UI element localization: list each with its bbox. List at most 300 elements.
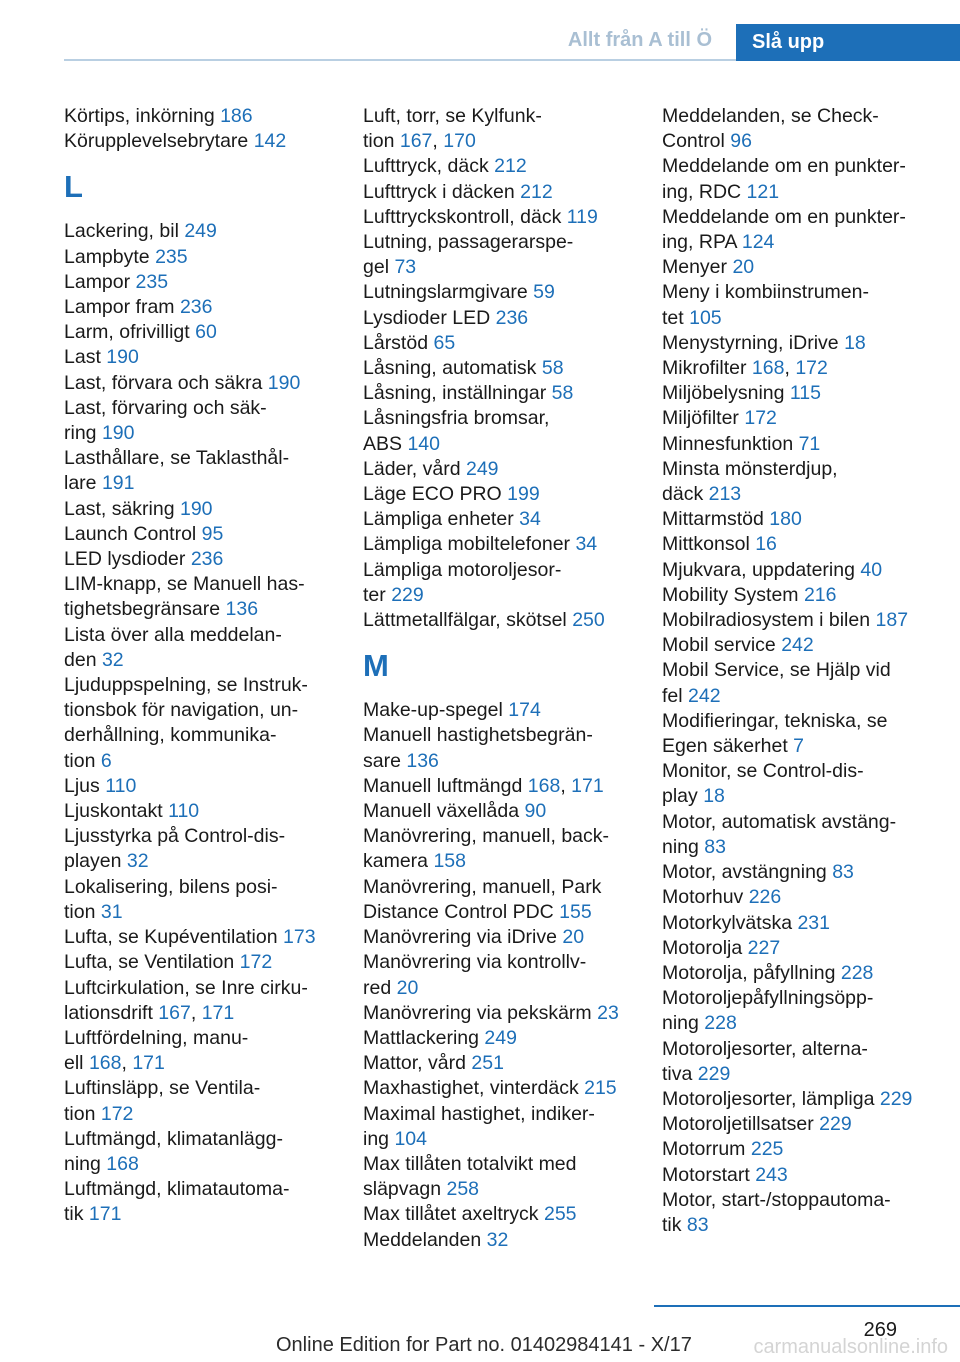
page-reference-link[interactable]: 216 — [803, 583, 837, 606]
page-reference-link[interactable]: 180 — [769, 508, 802, 531]
index-entry-line — [64, 1202, 350, 1227]
index-term: Lasthållare, se Taklasthål- — [64, 447, 290, 470]
index-entry-line — [363, 406, 649, 431]
index-term: Manuell luftmängd — [363, 774, 528, 797]
index-term: tighetsbegränsare — [64, 598, 226, 621]
index-entry-line — [363, 799, 649, 824]
index-entry — [363, 205, 649, 230]
index-entry — [64, 320, 350, 345]
index-entry — [662, 759, 948, 809]
index-term: Motorhuv — [662, 886, 749, 909]
page-reference-link[interactable]: 121 — [746, 180, 780, 203]
index-entry — [64, 799, 350, 824]
page-reference-link[interactable]: 199 — [507, 483, 540, 506]
index-entry-line — [363, 1177, 649, 1202]
index-term: Manövrering via pekskärm — [363, 1001, 598, 1024]
index-term: Lättmetallfälgar, skötsel — [363, 609, 573, 632]
page-reference-link[interactable]: 215 — [584, 1077, 617, 1100]
edition-note: Online Edition for Part no. 01402984141 - X/17 — [276, 1334, 692, 1356]
index-term: Menyer — [662, 256, 733, 279]
page-reference-link[interactable]: 229 — [391, 583, 424, 606]
index-entry — [64, 950, 350, 975]
index-term: Launch Control — [64, 522, 202, 545]
page-reference-link[interactable]: 171 — [88, 1203, 122, 1226]
page-reference-link[interactable]: 136 — [225, 598, 259, 621]
index-term: Lampbyte — [64, 245, 156, 268]
page-reference-link[interactable]: 190 — [106, 346, 139, 369]
page-reference-link[interactable]: 110 — [168, 800, 200, 823]
page-reference-link[interactable]: 73 — [394, 256, 417, 279]
index-entry-line — [662, 457, 948, 482]
page-reference-link[interactable]: 228 — [840, 961, 874, 984]
page-reference-link[interactable]: 249 — [484, 1026, 517, 1049]
index-term: Luft, torr, se Kylfunk- — [363, 105, 542, 127]
index-entry-line — [363, 507, 649, 532]
index-entry — [662, 885, 948, 910]
index-entry-line — [64, 345, 350, 370]
index-term: Motor, avstängning — [662, 861, 833, 884]
index-entry — [64, 522, 350, 547]
index-entry-line — [363, 925, 649, 950]
page-reference-link[interactable]: 225 — [750, 1138, 784, 1161]
page-reference-link[interactable]: 249 — [184, 220, 217, 243]
page-reference-link[interactable]: 124 — [741, 231, 775, 254]
index-entry-line — [662, 759, 948, 784]
index-term: Last — [64, 346, 107, 369]
page-reference-link[interactable]: 34 — [519, 508, 541, 531]
page-reference-link[interactable]: 191 — [101, 472, 135, 495]
index-entry — [363, 799, 649, 824]
index-term: Ljuduppspelning, se Instruk- — [64, 674, 308, 697]
index-entry-line — [363, 432, 649, 457]
index-entry-line — [662, 810, 948, 835]
index-term: Lutning, passagerarspe- — [363, 231, 574, 254]
index-entry-line — [662, 558, 948, 583]
page-reference-link[interactable]: 236 — [190, 548, 224, 571]
index-entry-line — [662, 885, 948, 910]
index-entry — [363, 723, 649, 773]
index-entry-line — [363, 1152, 649, 1177]
index-entry-line — [363, 1026, 649, 1051]
page-reference-link[interactable]: 242 — [688, 684, 721, 707]
page-reference-link[interactable]: 172 — [239, 951, 273, 974]
page-reference-link[interactable]: 60 — [195, 321, 217, 344]
index-entry-line — [363, 1102, 649, 1127]
page-reference-link[interactable]: 236 — [495, 306, 529, 329]
page-reference-link[interactable]: 249 — [465, 457, 499, 480]
section-letter: M — [363, 648, 389, 684]
index-entry-line — [662, 1011, 948, 1036]
index-entry-line — [662, 633, 948, 658]
page-reference-link[interactable]: 212 — [494, 155, 527, 178]
index-term: Minsta mönsterdjup, — [662, 457, 838, 480]
page-reference-link[interactable]: 190 — [179, 497, 213, 520]
index-term: Mittkonsol — [662, 533, 756, 556]
index-term: LED lysdioder — [64, 548, 191, 571]
page-reference-link[interactable]: 65 — [433, 331, 456, 354]
index-entry — [64, 925, 350, 950]
index-entry — [662, 280, 948, 330]
page-reference-link[interactable]: 186 — [220, 105, 253, 127]
page-reference-link[interactable]: 229 — [879, 1087, 913, 1110]
index-entry-line — [363, 154, 649, 179]
index-entry-line — [64, 1001, 350, 1026]
index-columns — [64, 104, 944, 1264]
page-reference-link[interactable]: 167 — [399, 130, 433, 153]
index-term: Max tillåten totalvikt med — [363, 1152, 577, 1175]
watermark: carmanualsonline.info — [753, 1336, 948, 1358]
index-term: ell — [64, 1052, 89, 1075]
index-term: Mjukvara, uppdatering — [662, 558, 861, 581]
page-reference-link[interactable]: 190 — [267, 371, 301, 394]
index-term: däck — [662, 483, 709, 506]
page-reference-link[interactable]: 155 — [559, 900, 592, 923]
index-entry — [662, 205, 948, 255]
index-entry — [662, 1188, 948, 1238]
index-entry — [64, 371, 350, 396]
page-reference-link[interactable]: 90 — [524, 800, 547, 823]
index-entry — [64, 572, 350, 622]
index-term: tet — [662, 306, 690, 329]
index-entry-line — [64, 295, 350, 320]
index-entry-line — [363, 180, 649, 205]
page-reference-link[interactable]: 172 — [795, 357, 828, 380]
index-term: Egen säkerhet — [662, 735, 794, 758]
header-section-title: Allt från A till Ö — [567, 29, 712, 51]
index-entry-line — [662, 961, 948, 986]
index-term: Meddelanden, se Check- — [662, 105, 879, 127]
page-reference-link[interactable]: 40 — [860, 558, 883, 581]
index-entry — [64, 774, 350, 799]
page-reference-link[interactable]: 71 — [798, 432, 821, 455]
page-reference-link[interactable]: 213 — [708, 483, 742, 506]
index-term: Luftmängd, klimatanlägg- — [64, 1127, 283, 1150]
index-term: Mobil Service, se Hjälp vid — [662, 659, 891, 682]
index-term: Lista över alla meddelan- — [64, 623, 282, 646]
index-term: Maximal hastighet, indiker- — [363, 1102, 595, 1125]
page-reference-link[interactable]: 236 — [179, 296, 213, 319]
page-number: 269 — [863, 1319, 897, 1341]
index-entry-line — [662, 583, 948, 608]
index-entry — [662, 1037, 948, 1087]
index-entry — [64, 270, 350, 295]
index-entry-line — [662, 280, 948, 305]
page-reference-link[interactable]: 18 — [844, 331, 866, 354]
page-reference-link[interactable]: 96 — [730, 130, 752, 153]
index-entry — [64, 129, 350, 154]
index-entry-line — [363, 1076, 649, 1101]
page-reference-link[interactable]: 168 — [751, 357, 785, 380]
page-reference-link[interactable]: 172 — [100, 1102, 134, 1125]
index-entry-line — [64, 245, 350, 270]
index-entry-line — [363, 1001, 649, 1026]
page-reference-link[interactable]: 158 — [433, 850, 466, 873]
index-entry — [363, 356, 649, 381]
index-term: ning — [662, 835, 705, 858]
index-term: Miljöfilter — [662, 407, 745, 430]
index-entry — [662, 457, 948, 507]
index-entry — [363, 698, 649, 723]
page-reference-link[interactable]: 32 — [486, 1228, 509, 1251]
index-term: ning — [662, 1012, 705, 1035]
index-entry — [662, 936, 948, 961]
index-entry-line — [363, 900, 649, 925]
index-entry — [662, 1163, 948, 1188]
index-term: Mobility System — [662, 583, 804, 606]
page-reference-link[interactable]: 231 — [797, 911, 830, 934]
page-reference-link[interactable]: 31 — [100, 900, 123, 923]
index-entry-line — [64, 774, 350, 799]
page-reference-link[interactable]: 226 — [748, 886, 782, 909]
index-term: Last, säkring — [64, 497, 180, 520]
index-entry — [662, 532, 948, 557]
page-reference-link[interactable]: 58 — [551, 382, 574, 405]
index-term: Ljus — [64, 774, 106, 797]
page-reference-link[interactable]: 235 — [135, 270, 169, 293]
index-term: tion — [363, 130, 400, 153]
index-entry-line — [662, 835, 948, 860]
index-term: ABS — [363, 432, 408, 455]
index-entry-line — [64, 976, 350, 1001]
page-reference-link[interactable]: 251 — [471, 1052, 504, 1075]
page-reference-link[interactable]: 171 — [132, 1052, 165, 1075]
index-entry — [363, 331, 649, 356]
index-term: Lampor fram — [64, 296, 180, 319]
page-reference-link[interactable]: 95 — [201, 522, 224, 545]
page-reference-link[interactable]: 168 — [106, 1152, 139, 1175]
index-entry-line — [662, 1062, 948, 1087]
page-reference-link[interactable]: 168 — [88, 1052, 122, 1075]
footer-rule — [654, 1305, 960, 1307]
index-entry-line — [363, 1228, 649, 1253]
page-reference-link[interactable]: 250 — [572, 609, 605, 632]
index-entry — [64, 396, 350, 446]
index-term: Lårstöd — [363, 331, 434, 354]
index-entry — [662, 1087, 948, 1112]
index-term: Låsningsfria bromsar, — [363, 407, 550, 430]
index-term: Körtips, inkörning — [64, 105, 221, 127]
index-entry-line — [662, 608, 948, 633]
page-reference-link[interactable]: 23 — [597, 1001, 619, 1024]
index-entry-line — [662, 709, 948, 734]
page-reference-link[interactable]: 20 — [562, 926, 585, 949]
index-term: , — [560, 774, 572, 797]
page-reference-link[interactable]: 235 — [155, 245, 188, 268]
page-reference-link[interactable]: 83 — [832, 861, 854, 884]
index-entry-line — [64, 1127, 350, 1152]
index-entry-line — [64, 522, 350, 547]
index-entry — [64, 547, 350, 572]
index-term: Lufttryckskontroll, däck — [363, 205, 567, 228]
index-entry — [662, 1112, 948, 1137]
index-entry — [662, 860, 948, 885]
page-reference-link[interactable]: 167 — [158, 1001, 191, 1024]
index-term: Mittarmstöd — [662, 508, 770, 531]
index-term: ning — [64, 1152, 107, 1175]
index-term: Larm, ofrivilligt — [64, 321, 196, 344]
index-entry-line — [64, 925, 350, 950]
index-entry-line — [363, 749, 649, 774]
index-entry — [64, 1177, 350, 1227]
index-entry — [64, 295, 350, 320]
index-term: Luftinsläpp, se Ventila- — [64, 1077, 261, 1100]
page-reference-link[interactable]: 119 — [566, 205, 598, 228]
index-entry — [363, 608, 649, 633]
index-entry-line — [64, 1026, 350, 1051]
index-term: Meddelanden — [363, 1228, 487, 1251]
index-term: Låsning, automatisk — [363, 357, 542, 380]
index-entry — [363, 180, 649, 205]
index-entry-line — [64, 1076, 350, 1101]
index-entry — [662, 255, 948, 280]
page-reference-link[interactable]: 190 — [101, 422, 135, 445]
index-term: Motorkylvätska — [662, 911, 798, 934]
index-entry-line — [64, 824, 350, 849]
index-entry-line — [662, 684, 948, 709]
index-term: Motoroljetillsatser — [662, 1113, 820, 1136]
index-term: Körupplevelsebrytare — [64, 130, 254, 153]
index-term: Monitor, se Control-dis- — [662, 760, 864, 783]
page-reference-link[interactable]: 83 — [686, 1213, 709, 1236]
index-term: ter — [363, 583, 392, 606]
index-entry-line — [363, 723, 649, 748]
index-term: tionsbok för navigation, un- — [64, 699, 299, 722]
page-reference-link[interactable]: 32 — [101, 648, 124, 671]
index-entry — [363, 104, 649, 154]
index-entry-line — [662, 532, 948, 557]
index-entry-line — [662, 356, 948, 381]
page-reference-link[interactable]: 110 — [105, 774, 137, 797]
index-entry — [662, 911, 948, 936]
page-reference-link[interactable]: 258 — [446, 1178, 480, 1201]
page-reference-link[interactable]: 105 — [689, 306, 722, 329]
page-reference-link[interactable]: 34 — [575, 533, 598, 556]
index-entry-line — [64, 219, 350, 244]
index-entry — [662, 104, 948, 154]
index-term: Motorolja — [662, 936, 748, 959]
page-reference-link[interactable]: 242 — [781, 634, 814, 657]
index-entry-line — [363, 849, 649, 874]
index-entry — [662, 633, 948, 658]
index-entry-line — [64, 1177, 350, 1202]
page-reference-link[interactable]: 243 — [755, 1163, 788, 1186]
page-reference-link[interactable]: 171 — [571, 774, 604, 797]
index-term: Motorstart — [662, 1163, 756, 1186]
index-term: Mobilradiosystem i bilen — [662, 609, 876, 632]
page-reference-link[interactable]: 140 — [407, 432, 440, 455]
index-column-2 — [363, 104, 649, 1253]
index-entry — [64, 446, 350, 496]
index-term: tion — [64, 749, 101, 772]
index-entry — [363, 381, 649, 406]
page-reference-link[interactable]: 104 — [394, 1127, 427, 1150]
index-entry-line — [64, 421, 350, 446]
index-term: Meddelande om en punkter- — [662, 155, 906, 178]
index-entry — [64, 976, 350, 1026]
page-reference-link[interactable]: 83 — [704, 835, 726, 858]
index-term: Mattlackering — [363, 1026, 485, 1049]
page-reference-link[interactable]: 7 — [793, 735, 805, 758]
index-entry — [363, 306, 649, 331]
page-reference-link[interactable]: 229 — [697, 1062, 731, 1085]
page-reference-link[interactable]: 59 — [533, 281, 555, 304]
page-reference-link[interactable]: 228 — [704, 1012, 737, 1035]
index-entry-line — [64, 648, 350, 673]
index-entry-line — [64, 446, 350, 471]
index-entry — [363, 1228, 649, 1253]
index-term: derhållning, kommunika- — [64, 724, 277, 747]
index-entry-line — [662, 986, 948, 1011]
index-entry-line — [363, 205, 649, 230]
page-reference-link[interactable]: 16 — [755, 533, 777, 556]
page-reference-link[interactable]: 18 — [703, 785, 725, 808]
page-reference-link[interactable]: 187 — [875, 609, 909, 632]
index-term: Manuell växellåda — [363, 800, 525, 823]
page-reference-link[interactable]: 6 — [100, 749, 112, 772]
index-entry-line — [64, 749, 350, 774]
index-entry — [662, 810, 948, 860]
page-reference-link[interactable]: 168 — [527, 774, 561, 797]
index-term: Lufttryck, däck — [363, 155, 495, 178]
index-entry — [363, 774, 649, 799]
index-entry — [662, 331, 948, 356]
index-entry-line — [363, 608, 649, 633]
index-term: Lutningslarmgivare — [363, 281, 534, 304]
index-term: Låsning, inställningar — [363, 382, 552, 405]
index-entry-line — [64, 471, 350, 496]
index-term: Make-up-spegel — [363, 699, 509, 722]
index-term: Lysdioder LED — [363, 306, 496, 329]
index-entry — [363, 1026, 649, 1051]
page-reference-link[interactable]: 229 — [819, 1113, 852, 1136]
page-reference-link[interactable]: 142 — [253, 130, 287, 153]
page-reference-link[interactable]: 255 — [543, 1203, 577, 1226]
page-reference-link[interactable]: 115 — [789, 382, 821, 405]
page-reference-link[interactable]: 32 — [126, 850, 149, 873]
index-term: Lämpliga motoroljesor- — [363, 558, 562, 581]
index-entry-line — [64, 1051, 350, 1076]
page-reference-link[interactable]: 20 — [396, 976, 419, 999]
page-reference-link[interactable]: 58 — [541, 357, 564, 380]
index-entry-line — [363, 104, 649, 129]
index-entry-line — [64, 950, 350, 975]
page-reference-link[interactable]: 227 — [747, 936, 781, 959]
index-term: Läder, vård — [363, 457, 466, 480]
index-entry-line — [662, 1163, 948, 1188]
page-reference-link[interactable]: 171 — [201, 1001, 235, 1024]
index-entry — [363, 925, 649, 950]
index-term: Menystyrning, iDrive — [662, 331, 845, 354]
page-reference-link[interactable]: 170 — [443, 130, 476, 153]
index-entry-line — [662, 860, 948, 885]
index-entry-line — [662, 1213, 948, 1238]
index-entry — [64, 1026, 350, 1076]
page-reference-link[interactable]: 212 — [520, 180, 553, 203]
index-entry-line — [662, 129, 948, 154]
index-entry — [363, 532, 649, 557]
page-reference-link[interactable]: 20 — [732, 256, 755, 279]
page-reference-link[interactable]: 174 — [508, 699, 541, 722]
index-entry — [662, 961, 948, 986]
index-entry-line — [64, 497, 350, 522]
page-reference-link[interactable]: 172 — [744, 407, 777, 430]
index-entry — [64, 824, 350, 874]
index-entry — [363, 1152, 649, 1202]
index-term: Lämpliga enheter — [363, 508, 520, 531]
page-reference-link[interactable]: 136 — [406, 749, 439, 772]
index-term: play — [662, 785, 704, 808]
page-reference-link[interactable]: 173 — [283, 926, 316, 949]
